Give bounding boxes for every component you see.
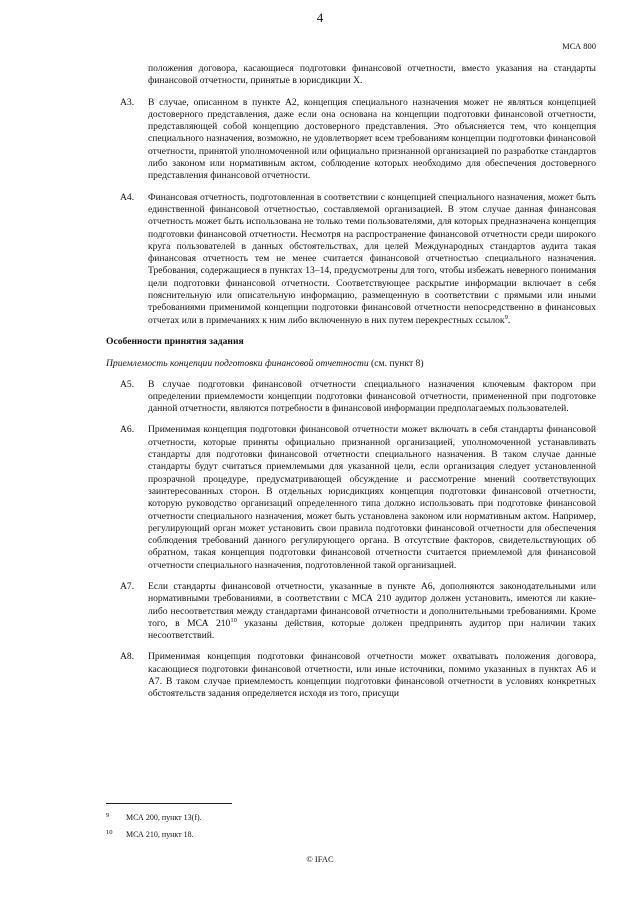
paragraph-text: Применимая концепция подготовки финансовой отчетности может включать в себя стандарты финансовой отчетности, которые приняты официально признанной организацией, уполномоченной устанавливать стандарты для подготовки финансовой отчетности специального назначения. В таком случае данные стандарты будут считаться приемлемыми для указанной цели, если организация следует установленной прозрачной процедуре, предусматривающей обсуждение и рассмотрение мнений соответствующих заинтересованных сторон. В отдельных юрисдикциях концепция подготовки финансовой отчетности, которую руководство организаций определенного типа должно использовать при подготовке финансовой отчетности специального назначения, может быть установлена законом или нормативным актом. Например, регулирующий орган может установить свои правила подготовки финансовой отчетности для обеспечения соблюдения требований данного регулирующего органа. В отсутствие факторов, свидетельствующих об обратном, такая концепция подготовки финансовой отчетности считается приемлемой для финансовой отчетности специального назначения, подготовленной такой организацией. (148, 424, 596, 571)
subheading-title: Приемлемость концепции подготовки финансовой отчетности (106, 358, 369, 370)
paragraph-text: В случае, описанном в пункте A2, концепция специального назначения может не являться концепцией достоверного представления, даже если она основана на концепции подготовки финансовой отчетности, представляющей собой концепцию достоверного представления. Это объясняется тем, что концепция специального назначения, возможно, не удовлетворяет всем требованиям концепции подготовки финансовой отчетности, принятой уполномоченной или официально признанной организацией по разработке стандартов либо законом или нормативным актом, соблюдение которых необходимо для обеспечения достоверного представления финансовой отчетности. (148, 96, 596, 182)
paragraph-number: A4. (120, 191, 135, 203)
document-code: МСА 800 (562, 41, 596, 51)
paragraph-number: A3. (120, 96, 135, 108)
paragraph-number: A5. (120, 378, 135, 390)
paragraph-text-tail: указаны действия, которые должен предпринять аудитор при наличии таких несоответствий. (148, 617, 597, 642)
paragraph-text: Если стандарты финансовой отчетности, указанные в пункте A6, дополняются законодательными или нормативными требованиями, в соответствии с МСА 210 аудитор должен установить, имеются ли какие-либо несоответствия между стандартами финансовой отчетности и дополнительными требованиями. Кроме того, в МСА 210 (148, 580, 596, 629)
paragraph-a8 (106, 651, 596, 700)
paragraph-a7 (106, 581, 596, 642)
subheading-reference: (см. пункт 8) (368, 358, 424, 370)
paragraph-a5 (106, 379, 596, 416)
paragraph-a6 (106, 424, 596, 572)
footnotes (106, 811, 596, 845)
paragraph-text-tail: . (507, 314, 511, 326)
page-body (106, 63, 596, 710)
footnote-text: МСА 200, пункт 13(f). (126, 813, 202, 822)
subheading (106, 358, 596, 370)
paragraph-text: положения договора, касающиеся подготовки финансовой отчетности, вместо указания на стандарты финансовой отчетности, принятые в юрисдикции X. (148, 63, 596, 87)
paragraph-a3 (106, 97, 596, 183)
paragraph-number: A7. (120, 580, 135, 592)
footnote-text: МСА 210, пункт 18. (126, 830, 194, 839)
footnote-10 (106, 828, 596, 841)
paragraph-text: В случае подготовки финансовой отчетности специального назначения ключевым фактором при определении приемлемости концепции подготовки финансовой отчетности, примененной при подготовке данной отчетности, являются потребности в финансовой информации предполагаемых пользователей. (148, 378, 596, 415)
paragraph-continuation (106, 63, 596, 88)
section-heading: Особенности принятия задания (106, 335, 244, 347)
footnote-mark: 10 (106, 829, 113, 836)
footnote-mark: 9 (106, 812, 110, 819)
paragraph-text: Применимая концепция подготовки финансовой отчетности может охватывать положения договора, касающиеся подготовки финансовой отчетности, или иные источники, помимо указанных в пунктах A6 и A7. В таком случае приемлемость концепции подготовки финансовой отчетности в условиях конкретных обстоятельств задания определяется исходя из того, присущи (148, 651, 596, 700)
footnote-9 (106, 811, 596, 824)
paragraph-text: Финансовая отчетность, подготовленная в соответствии с концепцией специального назначения, может быть единственной финансовой отчетностью, составляемой организацией. В этом случае данная финансовая отчетность может быть использована не только теми пользователями, для которых предназначена концепция подготовки финансовой отчетности. Несмотря на распространение финансовой отчетности среди широкого круга пользователей в данных обстоятельствах, для целей Международных стандартов аудита такая финансовая отчетность тем не менее считается финансовой отчетностью специального назначения. Требования, содержащиеся в пунктах 13–14, предусмотрены для того, чтобы избежать неверного понимания цели подготовки финансовой отчетности. Соответствующее раскрытие информации включает в себя пояснительную или описательную информацию, размещенную в соответствии с прямыми или иными требованиями применимой концепции подготовки финансовой отчетности непосредственно в финансовых отчетах или в примечаниях к ним либо включенную в них путем перекрестных ссылок (148, 191, 596, 326)
page-number: 4 (316, 10, 324, 25)
copyright: © IFAC (306, 854, 334, 864)
footnote-ref-10[interactable]: 10 (230, 616, 237, 624)
paragraph-number: A8. (120, 651, 135, 663)
paragraph-number: A6. (120, 424, 135, 436)
footnote-ref-9[interactable]: 9 (504, 313, 508, 321)
paragraph-a4 (106, 192, 596, 327)
footnote-divider (106, 803, 232, 804)
